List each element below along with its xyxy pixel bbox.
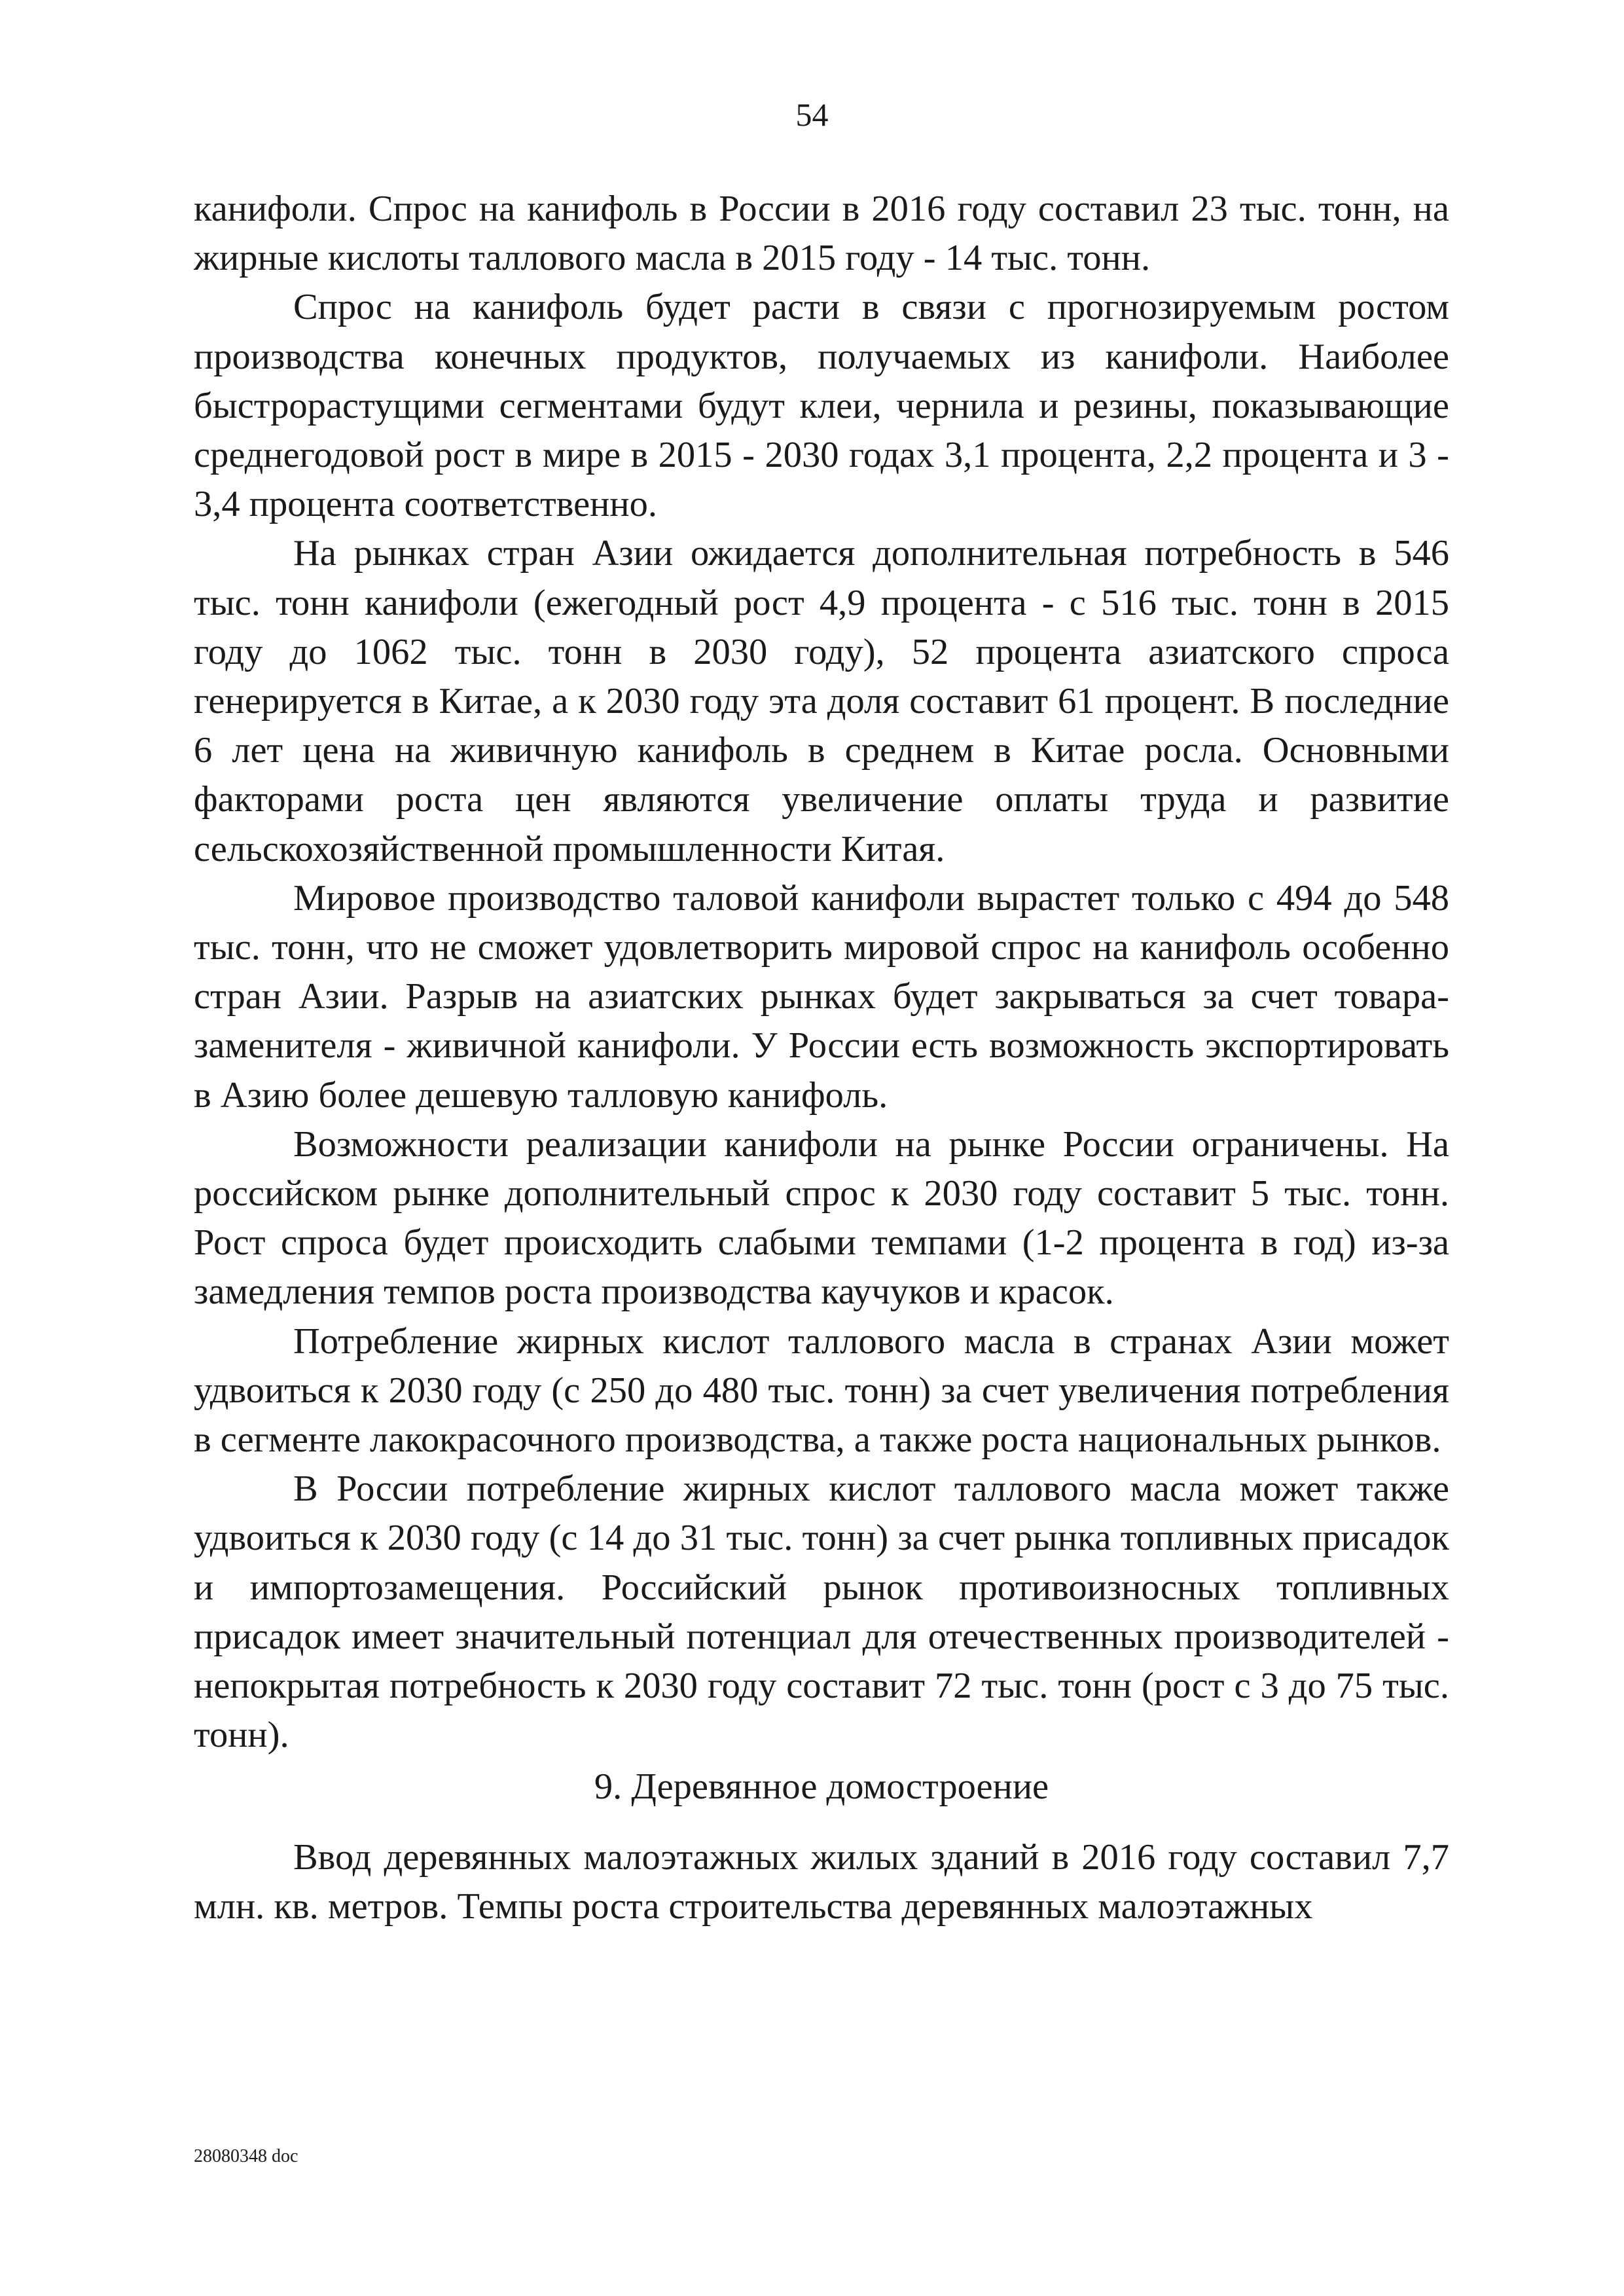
paragraph-world-production: Мировое производство таловой канифоли вырастет только с 494 до 548 тыс. тонн, что не сможет удовлетворить мировой спрос на канифоль особенно стран Азии. Разрыв на азиатских рынках будет закрываться за счет товара-заменителя - живичной канифоли. У России есть возможность экспортировать в Азию более дешевую талловую канифоль. <box>194 877 1449 1116</box>
document-body <box>194 185 1449 1931</box>
paragraph-asia-markets: На рынках стран Азии ожидается дополнительная потребность в 546 тыс. тонн канифоли (ежегодный рост 4,9 процента - с 516 тыс. тонн в 2015 году до 1062 тыс. тонн в 2030 году), 52 процента азиатского спроса генерируется в Китае, а к 2030 году эта доля составит 61 процент. В последние 6 лет цена на живичную канифоль в среднем в Китае росла. Основными факторами роста цен являются увеличение оплаты труда и развитие сельскохозяйственной промышленности Китая. <box>194 533 1449 869</box>
section-heading: 9. Деревянное домостроение <box>594 1766 1049 1807</box>
paragraph-rosin-demand-growth: Спрос на канифоль будет расти в связи с прогнозируемым ростом производства конечных продуктов, получаемых из канифоли. Наиболее быстрорастущими сегментами будут клеи, чернила и резины, показывающие среднегодовой рост в мире в 2015 - 2030 годах 3,1 процента, 2,2 процента и 3 - 3,4 процента соответственно. <box>194 287 1449 525</box>
paragraph-continued: канифоли. Спрос на канифоль в России в 2016 году составил 23 тыс. тонн, на жирные кислоты таллового масла в 2015 году - 14 тыс. тонн. <box>194 189 1449 279</box>
paragraph-russia-market: Возможности реализации канифоли на рынке России ограничены. На российском рынке дополнительный спрос к 2030 году составит 5 тыс. тонн. Рост спроса будет происходить слабыми темпами (1-2 процента в год) из-за замедления темпов роста производства каучуков и красок. <box>194 1123 1449 1313</box>
paragraph-asia-fatty-acids: Потребление жирных кислот таллового масла в странах Азии может удвоиться к 2030 году (с 250 до 480 тыс. тонн) за счет увеличения потребления в сегменте лакокрасочного производства, а также роста национальных рынков. <box>194 1321 1449 1461</box>
paragraph-wooden-housing: Ввод деревянных малоэтажных жилых зданий в 2016 году составил 7,7 млн. кв. метров. Темпы роста строительства деревянных малоэтажных <box>194 1836 1449 1927</box>
paragraph-russia-fatty-acids: В России потребление жирных кислот таллового масла может также удвоиться к 2030 году (с 14 до 31 тыс. тонн) за счет рынка топливных присадок и импортозамещения. Российский рынок противоизносных топливных присадок имеет значительный потенциал для отечественных производителей - непокрытая потребность к 2030 году составит 72 тыс. тонн (рост с 3 до 75 тыс. тонн). <box>194 1468 1449 1756</box>
document-id: 28080348 doc <box>194 2146 298 2166</box>
page-number: 54 <box>795 96 829 133</box>
